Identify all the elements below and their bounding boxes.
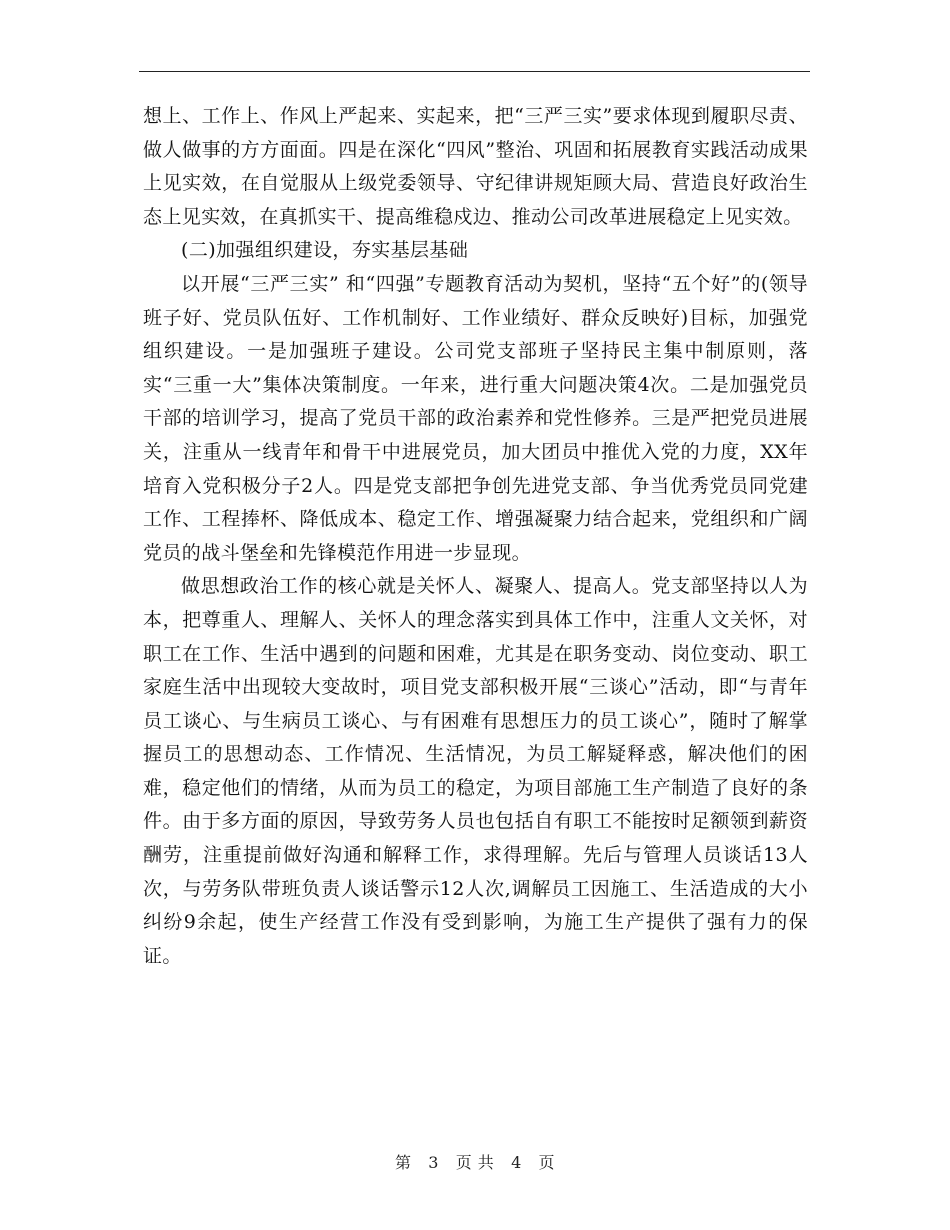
paragraph-ideological-work: 做思想政治工作的核心就是关怀人、凝聚人、提高人。党支部坚持以人为本，把尊重人、理解人、关怀人的理念落实到具体工作中，注重人文关怀，对职工在工作、生活中遇到的问题和困难，尤其是在职务变动、岗位变动、职工家庭生活中出现较大变故时，项目党支部积极开展“三谈心”活动，即“与青年员工谈心、与生病员工谈心、与有困难有思想压力的员工谈心”，随时了解掌握员工的思想动态、工作情况、生活情况，为员工解疑释惑，解决他们的困难，稳定他们的情绪，从而为员工的稳定，为项目部施工生产制造了良好的条件。由于多方面的原因，导致劳务人员也包括自有职工不能按时足额领到薪资酬劳，注重提前做好沟通和解释工作，求得理解。先后与管理人员谈话13人次，与劳务队带班负责人谈话警示12人次,调解员工因施工、生活造成的大小纠纷9余起，使生产经营工作没有受到影响，为施工生产提供了强有力的保证。	[143, 575, 808, 967]
page-footer	[0, 1150, 950, 1173]
total-pages-number: 4	[511, 1153, 522, 1172]
page-label-suffix: 页	[538, 1153, 556, 1172]
paragraph-continuation: 想上、工作上、作风上严起来、实起来，把“三严三实”要求体现到履职尽责、做人做事的方方面面。四是在深化“四风”整治、巩固和拓展教育实践活动成果上见实效，在自觉服从上级党委领导、守纪律讲规矩顾大局、营造良好政治生态上见实效，在真抓实干、提高维稳戍边、推动公司改革进展稳定上见实效。	[143, 105, 808, 228]
paragraph-organization-building: 以开展“三严三实” 和“四强”专题教育活动为契机，坚持“五个好”的(领导班子好、党员队伍好、工作机制好、工作业绩好、群众反映好)目标，加强党组织建设。一是加强班子建设。公司党支部班子坚持民主集中制原则，落实“三重一大”集体决策制度。一年来，进行重大问题决策4次。二是加强党员干部的培训学习，提高了党员干部的政治素养和党性修养。三是严把党员进展关，注重从一线青年和骨干中进展党员，加大团员中推优入党的力度，XX年培育入党积极分子2人。四是党支部把争创先进党支部、争当优秀党员同党建工作、工程捧杯、降低成本、稳定工作、增强凝聚力结合起来，党组织和广阔党员的战斗堡垒和先锋模范作用进一步显现。	[143, 272, 808, 564]
page-label-prefix: 第	[394, 1153, 412, 1172]
page-label-mid: 页 共	[455, 1153, 495, 1172]
document-body	[143, 100, 808, 973]
section-heading: (二)加强组织建设，夯实基层基础	[181, 239, 469, 262]
header-rule	[139, 71, 810, 72]
current-page-number: 3	[428, 1153, 439, 1172]
